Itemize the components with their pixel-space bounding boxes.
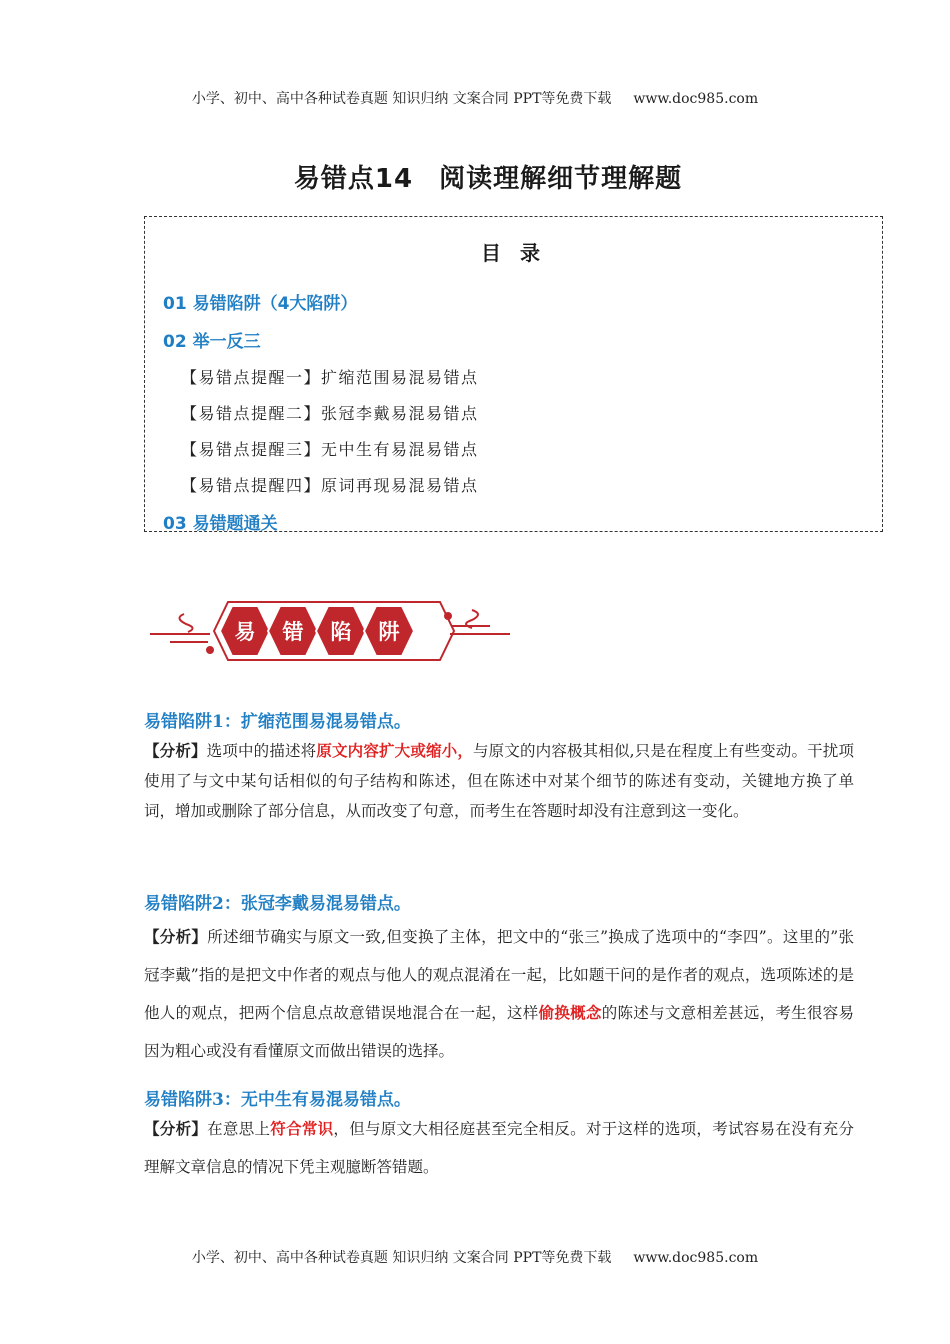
trap-title: 易错陷阱3：无中生有易混易错点。 — [144, 1090, 411, 1110]
toc-heading: 目 录 — [481, 241, 546, 265]
trap-title: 易错陷阱2：张冠李戴易混易错点。 — [144, 894, 411, 914]
analysis-text-pre: 选项中的描述将 — [206, 742, 317, 760]
analysis-tag: 【分析】 — [144, 1120, 208, 1138]
banner-char-4: 阱 — [378, 620, 400, 644]
page-title — [0, 158, 950, 195]
title-text: 阅读理解细节理解题 — [439, 164, 683, 194]
analysis-text-pre: 所述细节确实与原文一致,但变换了主体，把文中的“张三”换成了选项中的“李四”。这里的”张冠李戴”指的是把文中作者的观点与他人的观点混淆在一起，比如题干问的是作者的观点，选项陈述的是他人的观点，把两个信息点故意错误地混合在一起，这样 — [144, 928, 854, 1022]
banner-char-3: 陷 — [330, 620, 352, 644]
analysis-text-post: 的陈述与文意相差甚远，考生很容易因为粗心或没有看懂原文而做出错误的选择。 — [144, 1004, 854, 1060]
trap-analysis — [144, 736, 854, 826]
toc-sub-item-2[interactable]: 【易错点提醒二】张冠李戴易混易错点 — [181, 404, 479, 423]
table-of-contents — [144, 216, 883, 532]
page-footer — [0, 1247, 950, 1267]
banner-left-ornament — [150, 614, 213, 653]
analysis-tag: 【分析】 — [144, 928, 208, 946]
analysis-highlight: 符合常识 — [270, 1120, 334, 1138]
analysis-tag: 【分析】 — [144, 742, 207, 760]
toc-section-3[interactable]: 03 易错题通关 — [163, 514, 278, 534]
trap-title: 易错陷阱1：扩缩范围易混易错点。 — [144, 712, 411, 732]
trap-section-3 — [144, 1085, 854, 1186]
analysis-highlight: 原文内容扩大或缩小， — [316, 742, 474, 760]
header-url[interactable]: www.doc985.com — [633, 91, 759, 107]
banner-char-2: 错 — [282, 620, 304, 644]
toc-section-2[interactable]: 02 举一反三 — [163, 332, 261, 352]
footer-text: 小学、初中、高中各种试卷真题 知识归纳 文案合同 PPT等免费下载 — [191, 1250, 612, 1266]
toc-section-1[interactable]: 01 易错陷阱（4大陷阱） — [163, 294, 358, 314]
trap-analysis — [144, 918, 854, 1070]
analysis-text-pre: 在意思上 — [207, 1120, 271, 1138]
analysis-highlight: 偷换概念 — [538, 1004, 602, 1022]
trap-banner — [150, 598, 510, 664]
trap-section-2 — [144, 889, 854, 1070]
toc-sub-item-1[interactable]: 【易错点提醒一】扩缩范围易混易错点 — [181, 368, 479, 387]
analysis-text-post: 与原文的内容极其相似,只是在程度上有些变动。干扰项使用了与文中某句话相似的句子结构和陈述，但在陈述中对某个细节的陈述有变动，关键地方换了单词，增加或删除了部分信息，从而改变了句意，而考生在答题时却没有注意到这一变化。 — [144, 742, 854, 820]
toc-sub-item-4[interactable]: 【易错点提醒四】原词再现易混易错点 — [181, 476, 479, 495]
page-header — [0, 88, 950, 108]
footer-url[interactable]: www.doc985.com — [633, 1250, 759, 1266]
toc-sub-item-3[interactable]: 【易错点提醒三】无中生有易混易错点 — [181, 440, 479, 459]
title-number: 易错点14 — [293, 164, 414, 194]
trap-section-1 — [144, 707, 854, 826]
banner-char-1: 易 — [234, 620, 256, 644]
trap-analysis — [144, 1110, 854, 1186]
header-text: 小学、初中、高中各种试卷真题 知识归纳 文案合同 PPT等免费下载 — [191, 91, 612, 107]
analysis-text-post: ，但与原文大相径庭甚至完全相反。对于这样的选项，考试容易在没有充分理解文章信息的情况下凭主观臆断答错题。 — [144, 1120, 854, 1176]
